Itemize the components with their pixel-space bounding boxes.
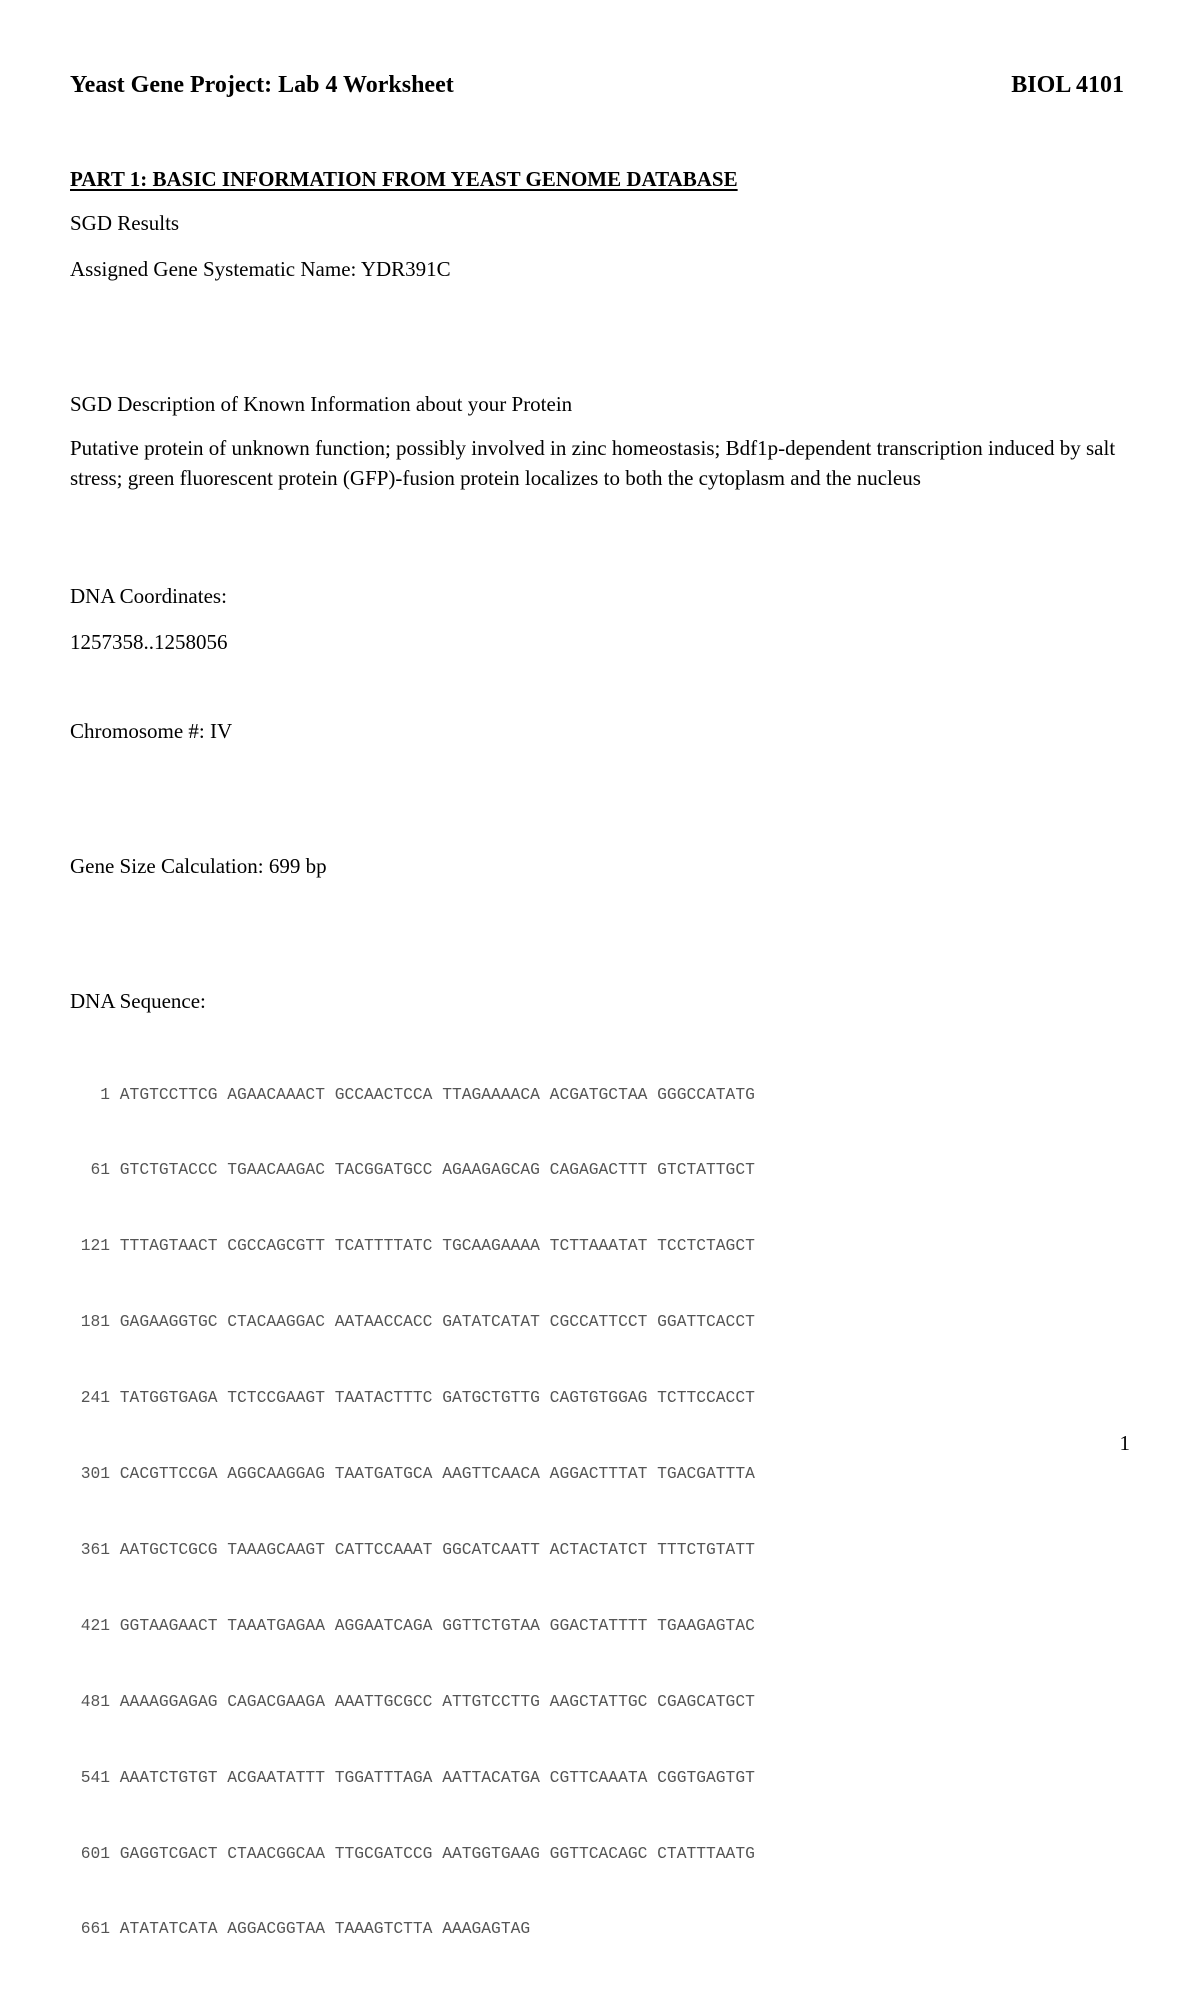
- sequence-line: [70, 1841, 755, 1866]
- sequence-line: [70, 1233, 755, 1258]
- sequence-bases: CACGTTCCGA AGGCAAGGAG TAATGATGCA AAGTTCAACA AGGACTTTAT TGACGATTTA: [119, 1464, 755, 1484]
- dna-coordinates-label: DNA Coordinates:: [70, 584, 227, 608]
- sequence-position: 181: [80, 1312, 110, 1332]
- sequence-position: 541: [80, 1767, 110, 1787]
- sequence-bases: ATATATCATA AGGACGGTAA TAAAGTCTTA AAAGAGTAG: [119, 1919, 531, 1939]
- description-label: SGD Description of Known Information about your Protein: [70, 392, 573, 416]
- sequence-bases: GTCTGTACCC TGAACAAGAC TACGGATGCC AGAAGAGCAG CAGAGACTTT GTCTATTGCT: [119, 1160, 755, 1180]
- page-number: 1: [1119, 1431, 1130, 1455]
- sequence-bases: TTTAGTAACT CGCCAGCGTT TCATTTTATC TGCAAGAAAA TCTTAAATAT TCCTCTAGCT: [119, 1236, 755, 1256]
- protein-description: Putative protein of unknown function; possibly involved in zinc homeostasis; Bdf1p-dependent transcription induced by salt stress; green fluorescent protein (GFP)-fusion protein localizes to both the cytoplasm and the nucleus: [70, 436, 1116, 490]
- gene-size: Gene Size Calculation: 699 bp: [70, 854, 327, 878]
- sequence-position: 601: [80, 1843, 110, 1863]
- course-code: BIOL 4101: [1011, 72, 1124, 98]
- sequence-line: [70, 1309, 755, 1334]
- sequence-line: [70, 1765, 755, 1790]
- sequence-line: [70, 1613, 755, 1638]
- sequence-line: [70, 1689, 755, 1714]
- chromosome-number: Chromosome #: IV: [70, 719, 233, 743]
- sequence-bases: AAAAGGAGAG CAGACGAAGA AAATTGCGCC ATTGTCCTTG AAGCTATTGC CGAGCATGCT: [119, 1691, 755, 1711]
- sequence-line: [70, 1461, 755, 1486]
- systematic-name: Assigned Gene Systematic Name: YDR391C: [70, 257, 451, 281]
- sequence-position: 421: [80, 1615, 110, 1635]
- worksheet-title: Yeast Gene Project: Lab 4 Worksheet: [70, 72, 454, 98]
- sequence-position: 121: [80, 1236, 110, 1256]
- sequence-bases: TATGGTGAGA TCTCCGAAGT TAATACTTTC GATGCTGTTG CAGTGTGGAG TCTTCCACCT: [119, 1388, 755, 1408]
- sequence-bases: GAGGTCGACT CTAACGGCAA TTGCGATCCG AATGGTGAAG GGTTCACAGC CTATTTAATG: [119, 1843, 755, 1863]
- sequence-line: [70, 1385, 755, 1410]
- sequence-bases: GGTAAGAACT TAAATGAGAA AGGAATCAGA GGTTCTGTAA GGACTATTTT TGAAGAGTAC: [119, 1615, 755, 1635]
- sequence-position: 661: [80, 1919, 110, 1939]
- dna-coordinates-value: 1257358..1258056: [70, 630, 228, 654]
- sequence-position: 61: [90, 1160, 110, 1180]
- sequence-position: 301: [80, 1464, 110, 1484]
- sequence-line: [70, 1157, 755, 1182]
- sequence-position: 361: [80, 1539, 110, 1559]
- sequence-bases: AATGCTCGCG TAAAGCAAGT CATTCCAAAT GGCATCAATT ACTACTATCT TTTCTGTATT: [119, 1539, 755, 1559]
- sequence-position: 1: [100, 1084, 110, 1104]
- sequence-bases: AAATCTGTGT ACGAATATTT TGGATTTAGA AATTACATGA CGTTCAAATA CGGTGAGTGT: [119, 1767, 755, 1787]
- dna-sequence-block: [70, 1031, 755, 1992]
- sequence-position: 241: [80, 1388, 110, 1408]
- sequence-bases: ATGTCCTTCG AGAACAAACT GCCAACTCCA TTAGAAAACA ACGATGCTAA GGGCCATATG: [119, 1084, 755, 1104]
- sequence-line: [70, 1916, 755, 1941]
- sequence-position: 481: [80, 1691, 110, 1711]
- sgd-results-label: SGD Results: [70, 211, 180, 235]
- part1-heading: PART 1: BASIC INFORMATION FROM YEAST GENOME DATABASE: [70, 167, 738, 191]
- sequence-line: [70, 1537, 755, 1562]
- sequence-line: [70, 1082, 755, 1107]
- dna-sequence-label: DNA Sequence:: [70, 989, 206, 1013]
- sequence-bases: GAGAAGGTGC CTACAAGGAC AATAACCACC GATATCATAT CGCCATTCCT GGATTCACCT: [119, 1312, 755, 1332]
